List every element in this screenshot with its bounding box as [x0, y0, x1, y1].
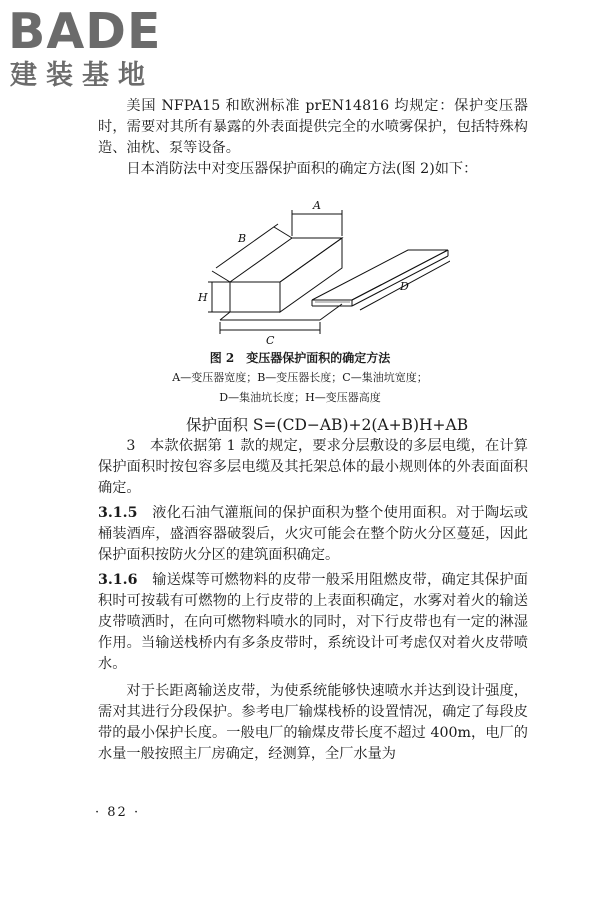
label-a: A — [313, 199, 321, 212]
figure-legend-line-1: A—变压器宽度；B—变压器长度；C—集油坑宽度； — [172, 371, 428, 384]
intro-block — [98, 96, 528, 180]
page-number: · 82 · — [95, 805, 141, 820]
body-block — [98, 436, 528, 765]
section-number: 3.1.6 — [98, 572, 138, 588]
section-3-1-6 — [98, 570, 528, 675]
protection-area-formula: 保护面积 S=(CD−AB)+2(A+B)H+AB — [186, 416, 469, 434]
figure-legend-line-2: D—集油坑长度；H—变压器高度 — [219, 391, 381, 404]
label-b: B — [238, 232, 247, 245]
paragraph-item-3: 3 本款依据第 1 款的规定，要求分层敷设的多层电缆，在计算保护面积时按包容多层电缆及其托架总体的最小规则体的外表面面积确定。 — [98, 438, 528, 496]
label-d: D — [400, 280, 409, 293]
figure-transformer-diagram — [190, 198, 450, 348]
transformer-side-face — [280, 238, 342, 312]
diagram-svg — [190, 198, 450, 348]
brand-logo — [8, 3, 178, 96]
section-number: 3.1.5 — [98, 505, 138, 521]
transformer-top-face — [230, 238, 342, 282]
logo-brand-text: BADE — [8, 3, 162, 60]
dim-line-b — [216, 224, 278, 268]
section-text: 液化石油气灌瓶间的保护面积为整个使用面积。对于陶坛或桶装酒库，盛酒容器破裂后，火灾可能会在整个防火分区蔓延，因此保护面积按防火分区的建筑面积确定。 — [98, 505, 528, 563]
transformer-front-face — [230, 282, 280, 312]
section-text: 输送煤等可燃物料的皮带一般采用阻燃皮带，确定其保护面积时可按载有可燃物的上行皮带的上表面积确定，水雾对着火的输送皮带喷洒时，在向可燃物料喷水的同时，对下行皮带也有一定的淋湿作用。当输送栈桥内有多条皮带时，系统设计可考虑仅对着火皮带喷水。 — [98, 572, 528, 672]
section-3-1-5 — [98, 503, 528, 566]
label-h: H — [198, 291, 208, 304]
paragraph-standards: 美国 NFPA15 和欧洲标准 prEN14816 均规定：保护变压器时，需要对其所有暴露的外表面提供完全的水喷雾保护，包括特殊构造、油枕、泵等设备。 — [98, 98, 528, 156]
figure-caption: 图 2 变压器保护面积的确定方法 — [209, 351, 391, 365]
paragraph-long-belts: 对于长距离输送皮带，为使系统能够快速喷水并达到设计强度，需对其进行分段保护。参考电厂输煤栈桥的设置情况，确定了每段皮带的最小保护长度。一般电厂的输煤皮带长度不超过 400m，电厂的水量一般按照主厂房确定，经测算，全厂水量为 — [98, 683, 528, 762]
label-c: C — [266, 334, 275, 347]
paragraph-japan-method: 日本消防法中对变压器保护面积的确定方法(图 2)如下： — [126, 161, 478, 177]
logo-subtitle: 建装基地 — [10, 60, 154, 91]
